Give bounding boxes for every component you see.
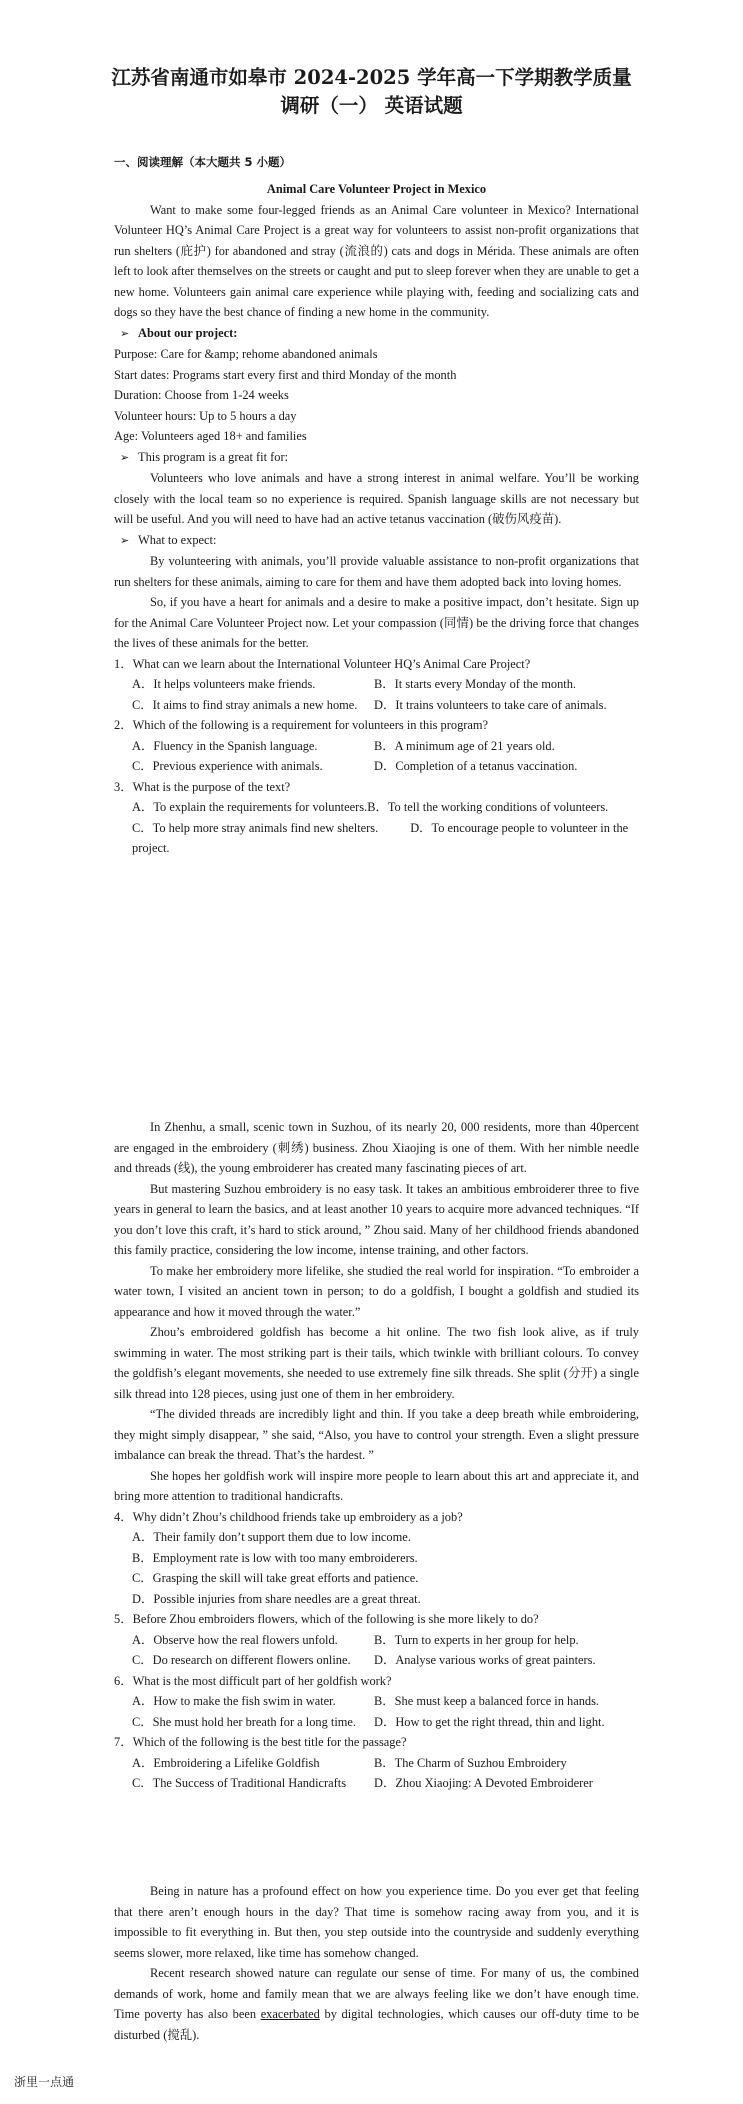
option[interactable]: C．To help more stray animals find new shelters. D．To encourage people to volunteer in the project.	[132, 820, 629, 855]
about-heading: ➢ About our project:	[114, 323, 639, 345]
option[interactable]: D．Possible injuries from share needles are a great threat.	[132, 1591, 421, 1606]
question-stem: 3．What is the purpose of the text?	[114, 779, 291, 794]
exam-title-line1: 江苏省南通市如皋市 2024-2025 学年高一下学期教学质量	[111, 66, 632, 89]
section-heading: 一、阅读理解（本大题共 5 小题）	[114, 155, 292, 169]
option[interactable]: B．Turn to experts in her group for help.	[374, 1632, 579, 1647]
question-options	[114, 1691, 639, 1732]
expect-text: By volunteering with animals, you’ll provide valuable assistance to non-profit organizations that run shelters for these animals, aiming to care for them and have them adopted back into loving homes.	[114, 554, 639, 589]
passage-c-paragraph: Recent research showed nature can regulate our sense of time. For many of us, the combined demands of work, home and family mean that we are always feeling like we don’t have enough time. Time poverty has also been exacerbated by digital technologies, which causes our off-duty time to be disturbed (搅乱).	[114, 1966, 639, 2042]
about-item: Duration: Choose from 1-24 weeks	[114, 388, 289, 402]
passage-c	[114, 1881, 639, 2045]
passage-b-paragraph: To make her embroidery more lifelike, she studied the real world for inspiration. “To embroider a water town, I visited an ancient town in person; to do a goldfish, I bought a goldfish and studied its appearance and how it moved through the water.”	[114, 1263, 639, 1319]
about-item: Volunteer hours: Up to 5 hours a day	[114, 408, 297, 423]
question-options	[114, 1630, 639, 1671]
passage-b-paragraph: “The divided threads are incredibly light and thin. If you take a deep breath while embroidering, they might simply disappear, ” she said, “Also, you have to control your strength. Even a slight pressure imbalance can break the thread. That’s the hardest. ”	[114, 1407, 639, 1462]
question-stem: 2．Which of the following is a requirement for volunteers in this program?	[114, 718, 489, 732]
option[interactable]: A．Fluency in the Spanish language.	[132, 738, 318, 753]
passage-b	[114, 1117, 639, 1794]
option[interactable]: D．Zhou Xiaojing: A Devoted Embroiderer	[374, 1776, 593, 1790]
option[interactable]: C．Grasping the skill will take great efforts and patience.	[132, 1571, 419, 1585]
about-item: Purpose: Care for &amp; rehome abandoned animals	[114, 347, 378, 361]
underlined-word: exacerbated	[260, 2007, 320, 2021]
passage-a	[114, 179, 639, 859]
option[interactable]: D．Completion of a tetanus vaccination.	[374, 759, 578, 773]
passage-b-paragraph: Zhou’s embroidered goldfish has become a hit online. The two fish look alive, as if truly swimming in water. The most striking part is their tails, which twinkle with brilliant colours. To convey the goldfish’s elegant movements, she needed to use extremely fine silk threads. She split (分开) a single silk thread into 128 pieces, using just one of them in her embroidery.	[114, 1325, 639, 1401]
question-stem: 5．Before Zhou embroiders flowers, which of the following is she more likely to do?	[114, 1612, 539, 1626]
question-options	[114, 736, 639, 777]
option[interactable]: C．Do research on different flowers online.	[132, 1653, 351, 1667]
exam-title-line2: 调研（一） 英语试题	[280, 94, 463, 117]
option[interactable]: C．It aims to find stray animals a new home.	[132, 697, 358, 712]
option[interactable]: B．A minimum age of 21 years old.	[374, 738, 555, 753]
option[interactable]: B．She must keep a balanced force in hands.	[374, 1694, 600, 1708]
option[interactable]: A．Embroidering a Lifelike Goldfish	[132, 1755, 320, 1770]
question-stem: 4．Why didn’t Zhou’s childhood friends take up embroidery as a job?	[114, 1509, 463, 1524]
about-item: Age: Volunteers aged 18+ and families	[114, 429, 307, 443]
option[interactable]: C．The Success of Traditional Handicrafts	[132, 1776, 347, 1790]
option[interactable]: D．How to get the right thread, thin and light.	[374, 1714, 605, 1729]
option[interactable]: B．It starts every Monday of the month.	[374, 677, 577, 691]
option[interactable]: B．The Charm of Suzhou Embroidery	[374, 1755, 567, 1770]
closing-text: So, if you have a heart for animals and a desire to make a positive impact, don’t hesitate. Sign up for the Animal Care Volunteer Project now. Let your compassion (同情) be the driving force that changes the lives of these animals for the better.	[114, 595, 639, 650]
question-stem: 1．What can we learn about the International Volunteer HQ’s Animal Care Project?	[114, 656, 531, 671]
fit-heading: ➢ This program is a great fit for:	[114, 447, 639, 469]
option[interactable]: D．It trains volunteers to take care of animals.	[374, 697, 607, 712]
arrow-bullet-icon: ➢	[120, 534, 130, 547]
question-stem: 6．What is the most difficult part of her goldfish work?	[114, 1673, 392, 1688]
option[interactable]: B．Employment rate is low with too many embroiderers.	[132, 1550, 418, 1565]
passage-a-intro: Want to make some four-legged friends as an Animal Care volunteer in Mexico? International Volunteer HQ’s Animal Care Project is a great way for volunteers to assist non-profit organizations that run shelters (庇护) for abandoned and stray (流浪的) cats and dogs in Mérida. These animals are often left to look after themselves on the streets or caught and put to sleep forever when they are unable to get a new home. Volunteers gain animal care experience while playing with, feeding and socializing cats and dogs so they have the best chance of finding a new home in the community.	[114, 202, 639, 319]
about-item: Start dates: Programs start every first and third Monday of the month	[114, 367, 457, 382]
passage-b-paragraph: But mastering Suzhou embroidery is no easy task. It takes an ambitious embroiderer three to five years in general to learn the basics, and at least another 10 years to acquire more advanced techniques. “If you don’t love this craft, it’s hard to stick around, ” Zhou said. Many of her childhood friends abandoned this family practice, considering the low income, intense training, and other factors.	[114, 1181, 639, 1257]
option[interactable]: A．It helps volunteers make friends.	[132, 677, 316, 691]
option[interactable]: C．Previous experience with animals.	[132, 759, 323, 773]
option[interactable]: A．Their family don’t support them due to low income.	[132, 1530, 411, 1544]
option[interactable]: A．Observe how the real flowers unfold.	[132, 1632, 338, 1647]
passage-a-title: Animal Care Volunteer Project in Mexico	[266, 182, 487, 196]
passage-b-paragraph: In Zhenhu, a small, scenic town in Suzhou, of its nearly 20, 000 residents, more than 40percent are engaged in the embroidery (刺绣) business. Zhou Xiaojing is one of them. With her nimble needle and threads (线), the young embroiderer has created many fascinating pieces of art.	[114, 1120, 639, 1175]
option[interactable]: D．Analyse various works of great painters.	[374, 1653, 596, 1667]
option[interactable]: A．How to make the fish swim in water.	[132, 1694, 336, 1708]
arrow-bullet-icon: ➢	[120, 327, 130, 340]
exam-title	[60, 64, 683, 120]
question-options	[114, 674, 639, 715]
question-options	[114, 1753, 639, 1794]
passage-c-paragraph: Being in nature has a profound effect on how you experience time. Do you ever get that feeling that there aren’t enough hours in the day? That time is somehow racing away from you, and it is impossible to fit everything in. But then, you step outside into the countryside and suddenly everything seems slower, more relaxed, like time has somehow changed.	[114, 1884, 639, 1960]
passage-b-paragraph: She hopes her goldfish work will inspire more people to learn about this art and appreciate it, and bring more attention to traditional handicrafts.	[114, 1468, 639, 1503]
arrow-bullet-icon: ➢	[120, 451, 130, 464]
expect-heading: ➢ What to expect:	[114, 530, 639, 552]
option[interactable]: A．To explain the requirements for volunteers.B．To tell the working conditions of volunteers.	[132, 800, 609, 814]
footer-watermark: 浙里一点通	[14, 2075, 75, 2089]
option[interactable]: C．She must hold her breath for a long time.	[132, 1714, 357, 1729]
question-stem: 7．Which of the following is the best title for the passage?	[114, 1735, 407, 1749]
fit-text: Volunteers who love animals and have a strong interest in animal welfare. You’ll be working closely with the local team so no experience is required. Spanish language skills are not necessary but will be useful. And you will need to have had an active tetanus vaccination (破伤风疫苗).	[114, 471, 639, 526]
